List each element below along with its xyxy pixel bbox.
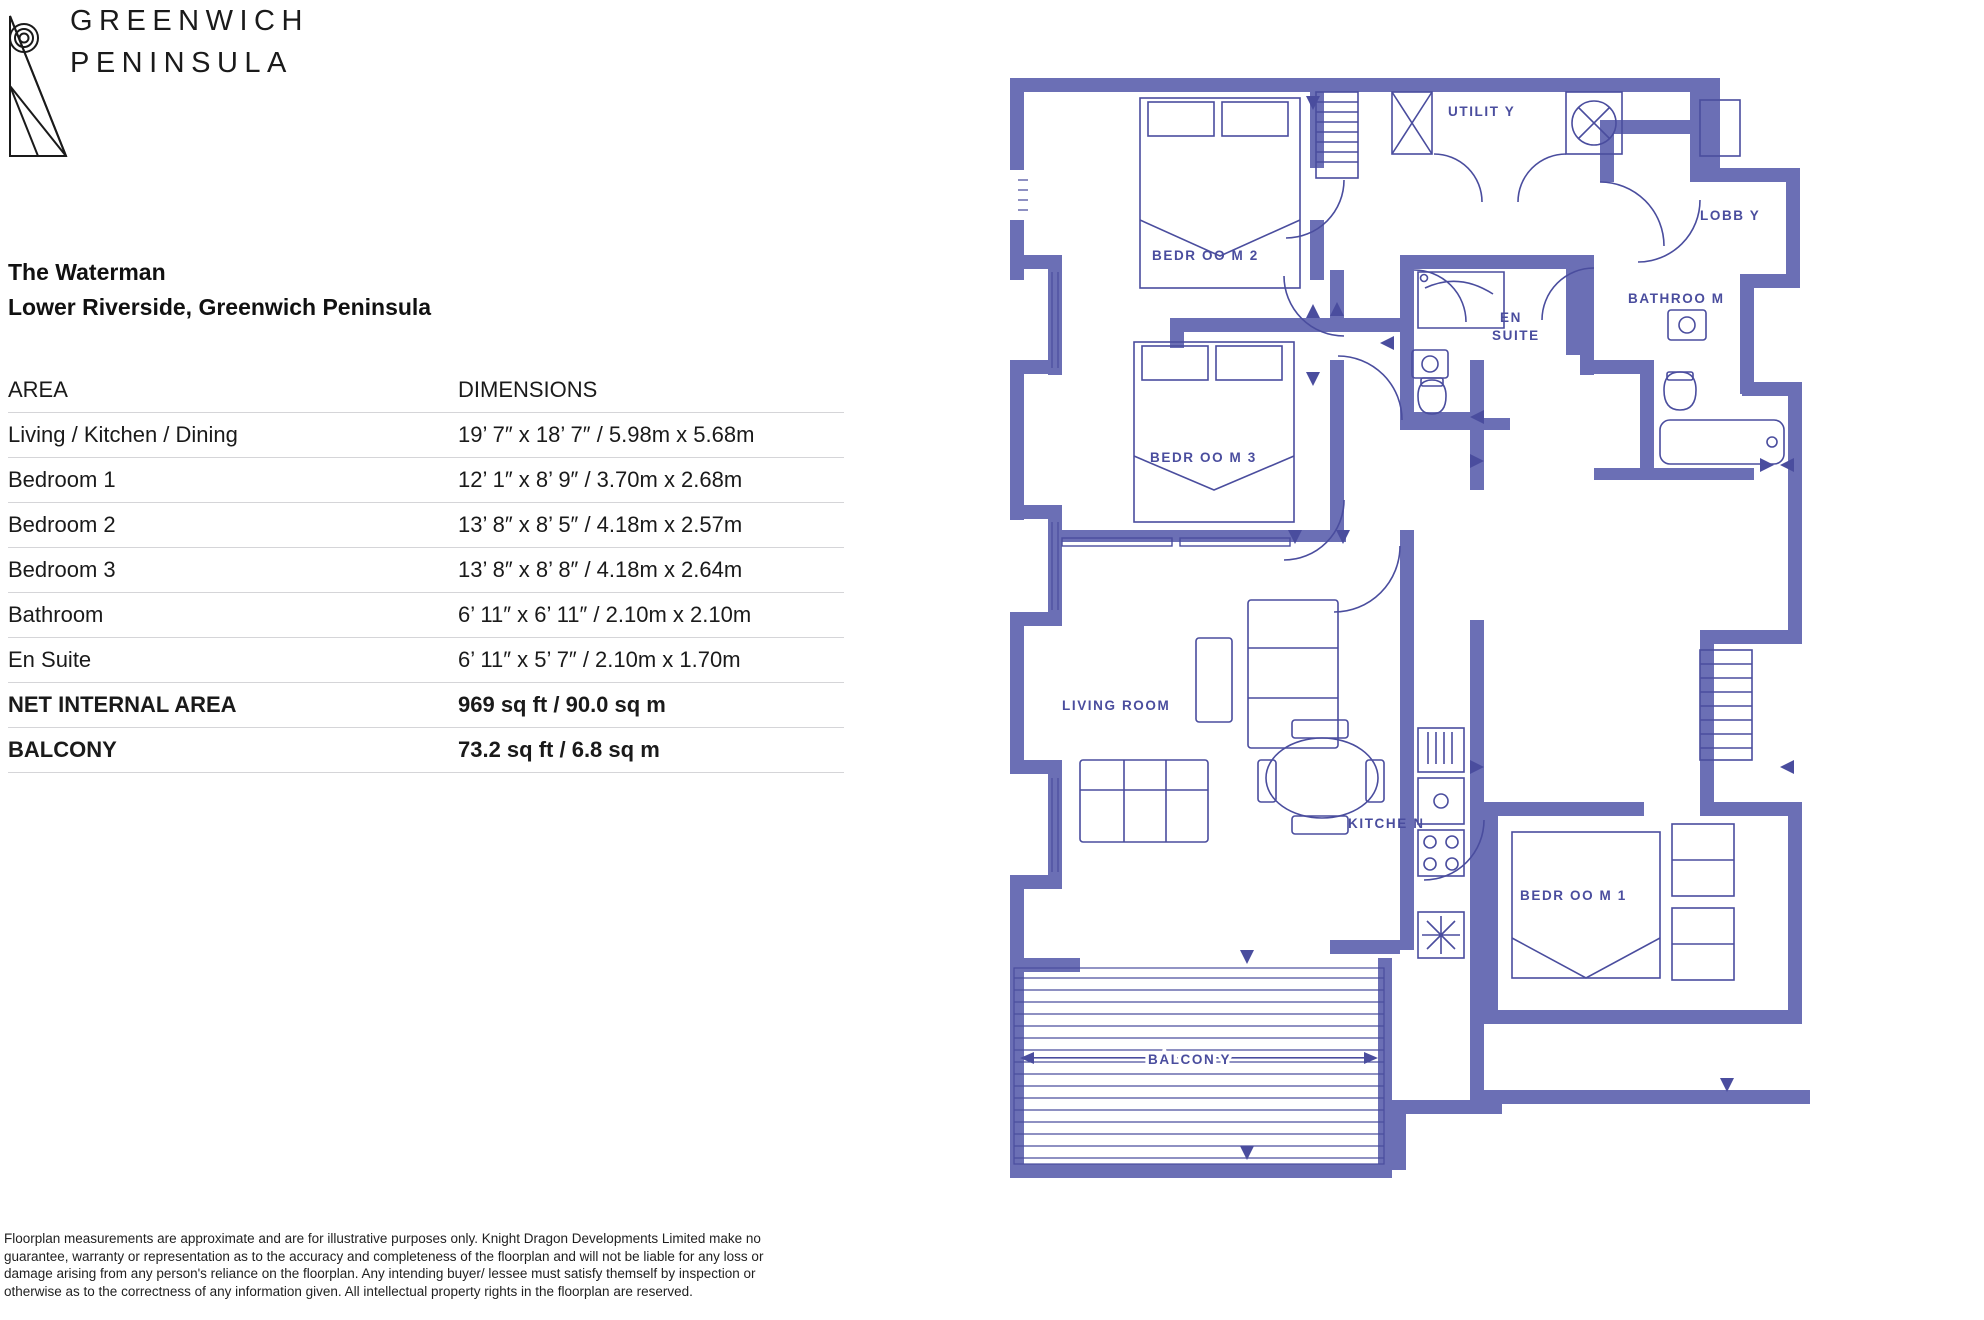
table-header-row — [8, 368, 844, 413]
utility-fixtures-icon — [1392, 92, 1622, 154]
room-label-living-room: LIVING ROOM — [1062, 698, 1171, 713]
row-dimensions-value: 73.2 sq ft / 6.8 sq m — [458, 728, 844, 773]
room-label-kitchen: KITCHE N — [1348, 816, 1425, 831]
brand-wordmark — [70, 0, 309, 84]
table-row — [8, 458, 844, 503]
property-title-block — [8, 255, 708, 325]
bed-bedroom3-icon — [1134, 342, 1294, 522]
living-room-furniture-icon — [1080, 600, 1384, 842]
floorplan-diagram — [1000, 60, 1920, 1180]
row-dimensions-value: 6’ 11″ x 5’ 7″ / 2.10m x 1.70m — [458, 638, 844, 683]
room-label-bedroom2: BEDR OO M 2 — [1152, 248, 1259, 263]
room-label-utility: UTILIT Y — [1448, 104, 1516, 119]
row-area-label: Bedroom 1 — [8, 458, 458, 503]
column-header-dimensions: DIMENSIONS — [458, 368, 844, 413]
brand-line-2: PENINSULA — [70, 47, 293, 79]
table-row-net-internal-area — [8, 683, 844, 728]
table-row — [8, 548, 844, 593]
row-area-label: Bedroom 2 — [8, 503, 458, 548]
kitchen-units-icon — [1418, 728, 1464, 958]
table-row — [8, 638, 844, 683]
room-label-lobby: LOBB Y — [1700, 208, 1761, 223]
row-area-label: En Suite — [8, 638, 458, 683]
dimensions-table-body — [8, 413, 844, 773]
door-living-icon — [1334, 546, 1400, 612]
room-label-bedroom3: BEDR OO M 3 — [1150, 450, 1257, 465]
row-dimensions-value: 969 sq ft / 90.0 sq m — [458, 683, 844, 728]
info-panel — [0, 0, 860, 1320]
greenwich-peninsula-logo-icon — [8, 8, 70, 173]
door-lobby-icon — [1600, 182, 1664, 246]
room-label-bedroom1: BEDR OO M 1 — [1520, 888, 1627, 903]
column-header-area: AREA — [8, 368, 458, 413]
row-dimensions-value: 13’ 8″ x 8’ 5″ / 4.18m x 2.57m — [458, 503, 844, 548]
row-dimensions-value: 6’ 11″ x 6’ 11″ / 2.10m x 2.10m — [458, 593, 844, 638]
disclaimer-text: Floorplan measurements are approximate and are for illustrative purposes only. Knight Dragon Developments Limited make no guarantee, warranty or representation as to the accuracy and completeness of the floorplan and will not be liable for any loss or damage arising from any person's reliance on the floorplan. Any intending buyer/ lessee must satisfy themself by inspection or otherwise as to the correctness of any information given. All intellectual property rights in the floorplan are reserved. — [4, 1231, 764, 1299]
row-dimensions-value: 12’ 1″ x 8’ 9″ / 3.70m x 2.68m — [458, 458, 844, 503]
dimensions-table — [8, 368, 844, 773]
room-label-balcony: BALCON Y — [1148, 1052, 1232, 1067]
door-utility-icon — [1434, 154, 1482, 202]
table-row — [8, 503, 844, 548]
row-area-label: NET INTERNAL AREA — [8, 683, 458, 728]
row-area-label: BALCONY — [8, 728, 458, 773]
row-area-label: Living / Kitchen / Dining — [8, 413, 458, 458]
floorplan-walls — [1010, 78, 1810, 1178]
table-row-balcony — [8, 728, 844, 773]
row-area-label: Bedroom 3 — [8, 548, 458, 593]
room-label-ensuite-line1: EN — [1500, 310, 1522, 325]
brand-line-1: GREENWICH — [70, 5, 309, 37]
table-row — [8, 593, 844, 638]
door-ensuite-icon — [1414, 270, 1466, 322]
row-dimensions-value: 13’ 8″ x 8’ 8″ / 4.18m x 2.64m — [458, 548, 844, 593]
room-label-ensuite-line2: SUITE — [1492, 328, 1540, 343]
property-name: The Waterman — [8, 259, 166, 285]
floorplan-fixtures — [1014, 92, 1784, 1164]
table-row — [8, 413, 844, 458]
row-dimensions-value: 19’ 7″ x 18’ 7″ / 5.98m x 5.68m — [458, 413, 844, 458]
row-area-label: Bathroom — [8, 593, 458, 638]
brand-block — [8, 0, 428, 180]
property-location: Lower Riverside, Greenwich Peninsula — [8, 294, 432, 320]
room-label-bathroom: BATHROO M — [1628, 291, 1725, 306]
